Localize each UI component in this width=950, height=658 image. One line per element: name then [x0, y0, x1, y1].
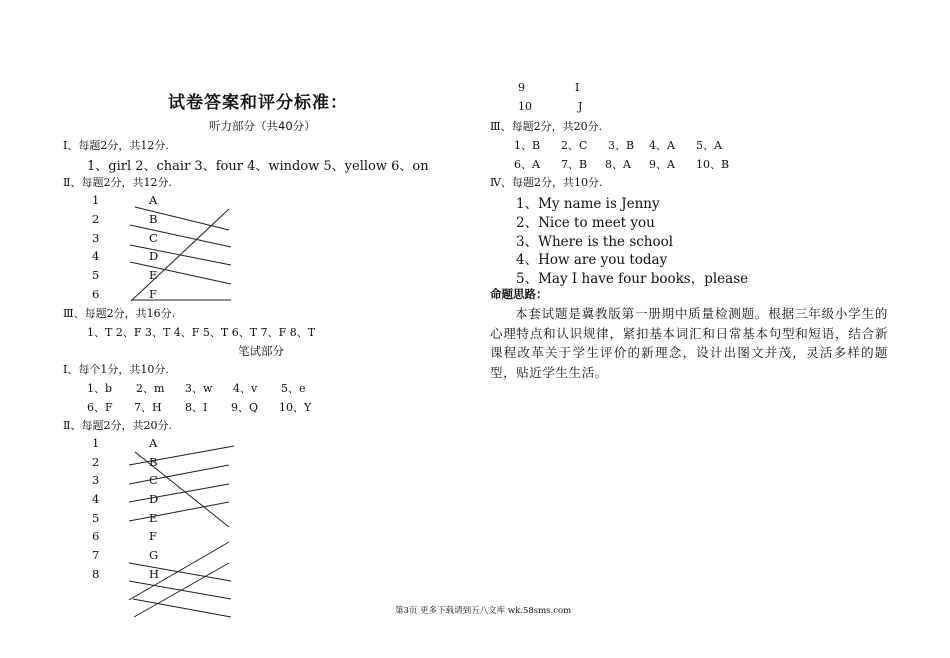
match-number: 3: [92, 473, 100, 487]
written-answer: 7、H: [134, 401, 162, 414]
written-answer: 1、b: [87, 382, 113, 395]
written-section-1-header: Ⅰ、每个1分，共10分.: [63, 363, 169, 376]
match-number: 5: [92, 511, 100, 525]
match-line: [129, 563, 231, 581]
match-line: [129, 502, 229, 521]
match-letter: E: [149, 511, 158, 525]
match-line: [135, 207, 229, 230]
written-answer: 3、w: [185, 382, 213, 395]
match-number: 3: [92, 231, 100, 245]
match-line: [133, 599, 231, 617]
written-answer: 2、C: [561, 139, 588, 152]
match-letter: G: [149, 548, 159, 562]
match-letter: F: [149, 287, 157, 301]
match-letter: A: [149, 436, 158, 450]
written-answer: 4、v: [233, 382, 258, 395]
listening-section-1-header: Ⅰ、每题2分，共12分.: [63, 139, 169, 152]
design-idea-heading: 命题思路：: [490, 287, 548, 301]
written-section-4-header: Ⅳ、每题2分，共10分.: [490, 176, 603, 189]
match-number: 4: [92, 492, 100, 506]
listening-section-3-header: Ⅲ、每题2分，共16分.: [63, 307, 176, 320]
match-line: [134, 563, 229, 617]
match-letter: F: [149, 529, 157, 543]
written-answer: 7、B: [561, 158, 588, 171]
match-number: 6: [92, 287, 100, 301]
match-letter: A: [149, 193, 158, 207]
listening-section-1-answers: 1、girl 2、chair 3、four 4、window 5、yellow 6、on: [87, 159, 429, 174]
match-number: 8: [92, 567, 100, 581]
written-section-2-header: Ⅱ、每题2分，共20分.: [63, 419, 172, 432]
sentence-answer: 3、Where is the school: [516, 234, 674, 250]
listening-section-3-answers: 1、T 2、F 3、T 4、F 5、T 6、T 7、F 8、T: [87, 326, 316, 339]
match-line: [131, 209, 229, 301]
written-heading: 笔试部分: [238, 344, 284, 358]
cont-number: 9: [518, 81, 525, 94]
match-letter: E: [149, 268, 158, 282]
match-line: [129, 581, 231, 599]
cont-number: 10: [518, 100, 532, 113]
written-answer: 4、A: [649, 139, 675, 152]
match-line: [130, 262, 231, 284]
listening-heading: 听力部分（共40分）: [209, 119, 316, 133]
match-number: 5: [92, 268, 100, 282]
match-letter: C: [149, 231, 158, 245]
written-section-3-header: Ⅲ、每题2分，共20分.: [490, 120, 603, 133]
written-answer: 8、A: [605, 158, 631, 171]
match-letter: B: [149, 455, 158, 469]
match-number: 1: [92, 436, 100, 450]
sentence-answer: 5、May I have four books，please: [516, 271, 749, 287]
listening-section-2-header: Ⅱ、每题2分，共12分.: [63, 176, 172, 189]
written-answer: 10、B: [696, 158, 730, 171]
written-answer: 1、B: [514, 139, 541, 152]
match-letter: C: [149, 473, 158, 487]
written-answer: 2、m: [136, 382, 165, 395]
match-line: [129, 446, 234, 465]
written-answer: 8、I: [185, 401, 208, 414]
written-answer: 5、e: [281, 382, 306, 395]
match-number: 1: [92, 193, 100, 207]
match-number: 2: [92, 455, 100, 469]
written-answer: 6、A: [514, 158, 540, 171]
match-letter: D: [149, 249, 159, 263]
match-letter: D: [149, 492, 159, 506]
match-letter: B: [149, 212, 158, 226]
match-number: 6: [92, 529, 100, 543]
sentence-answer: 1、My name is Jenny: [516, 196, 660, 212]
design-idea-paragraph: 本套试题是冀教版第一册期中质量检测题。根据三年级小学生的心理特点和认识规律，紧扣基本词汇和日常基本句型和短语，结合新课程改革关于学生评价的新理念，设计出图文并茂，灵活多样的题型，贴近学生生活。: [490, 306, 888, 380]
written-answer: 9、Q: [231, 401, 259, 414]
sentence-answer: 4、How are you today: [516, 252, 668, 268]
cont-letter: J: [578, 100, 583, 113]
match-letter: H: [149, 567, 160, 581]
written-answer: 6、F: [87, 401, 113, 414]
match-number: 2: [92, 212, 100, 226]
page-title: 试卷答案和评分标准：: [168, 93, 348, 113]
written-answer: 9、A: [649, 158, 675, 171]
cont-letter: I: [575, 81, 580, 94]
sentence-answer: 2、Nice to meet you: [516, 215, 655, 231]
match-number: 4: [92, 249, 100, 263]
written-answer: 10、Y: [279, 401, 312, 414]
match-line: [129, 465, 229, 484]
match-number: 7: [92, 548, 100, 562]
written-answer: 5、A: [696, 139, 722, 152]
match-line: [130, 225, 231, 247]
page-footer: 第3页 更多下载请到五八文库 wk.58sms.com: [395, 606, 572, 616]
match-line: [135, 452, 229, 527]
written-answer: 3、B: [608, 139, 635, 152]
